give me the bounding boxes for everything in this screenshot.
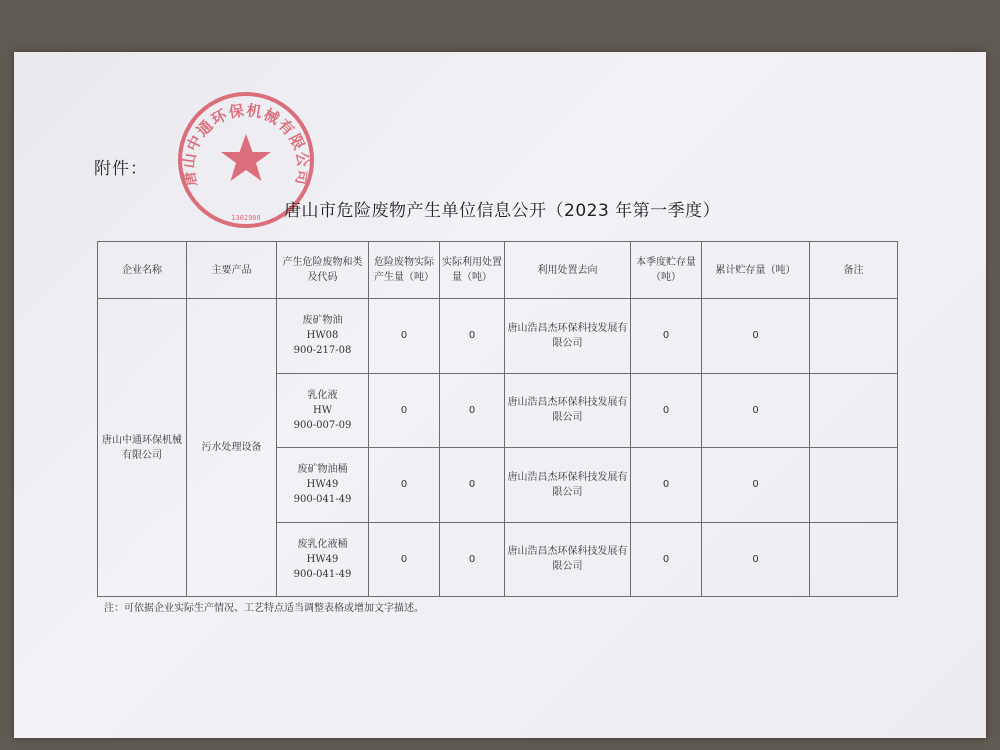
waste-type-cell: [277, 373, 369, 448]
generated-cell: 0: [369, 299, 440, 374]
header-waste-type: 产生危险废物和类及代码: [277, 242, 369, 299]
quarter-storage-cell: 0: [631, 299, 702, 374]
destination-cell: 唐山浩昌杰环保科技发展有限公司: [505, 299, 631, 374]
header-quarter-storage: 本季度贮存量（吨）: [631, 242, 702, 299]
table-header-row: [98, 242, 898, 299]
cumulative-storage-cell: 0: [702, 448, 810, 523]
remarks-cell: [810, 373, 898, 448]
utilized-cell: 0: [440, 448, 505, 523]
seal-text: 唐山中通环保机械有限公司: [179, 101, 313, 188]
remarks-cell: [810, 448, 898, 523]
seal-star: [221, 134, 271, 181]
waste-type-cell: [277, 522, 369, 597]
destination-cell: 唐山浩昌杰环保科技发展有限公司: [505, 448, 631, 523]
waste-name: 乳化液: [307, 389, 338, 401]
cumulative-storage-cell: 0: [702, 373, 810, 448]
remarks-cell: [810, 522, 898, 597]
waste-category: HW49: [306, 553, 339, 565]
header-company: 企业名称: [98, 242, 187, 299]
waste-name: 废矿物油桶: [297, 464, 348, 476]
seal-number: 1302980: [231, 214, 261, 222]
header-cumulative-storage: 累计贮存量（吨）: [702, 242, 810, 299]
waste-code: 900-041-49: [293, 494, 352, 506]
table-row: [98, 299, 898, 374]
header-remarks: 备注: [810, 242, 898, 299]
cumulative-storage-cell: 0: [702, 299, 810, 374]
waste-name: 废乳化液桶: [297, 538, 348, 550]
waste-name: 废矿物油: [302, 315, 343, 327]
page-title: 唐山市危险废物产生单位信息公开（2023 年第一季度）: [284, 201, 721, 221]
waste-code: 900-007-09: [293, 419, 352, 431]
quarter-storage-cell: 0: [631, 522, 702, 597]
utilized-cell: 0: [440, 522, 505, 597]
utilized-cell: 0: [440, 373, 505, 448]
attachment-label: 附件：: [94, 159, 148, 179]
header-product: 主要产品: [187, 242, 277, 299]
destination-cell: 唐山浩昌杰环保科技发展有限公司: [505, 522, 631, 597]
waste-category: HW08: [306, 330, 339, 342]
waste-category: HW49: [306, 479, 339, 491]
waste-code: 900-217-08: [293, 345, 352, 357]
remarks-cell: [810, 299, 898, 374]
quarter-storage-cell: 0: [631, 448, 702, 523]
cumulative-storage-cell: 0: [702, 522, 810, 597]
utilized-cell: 0: [440, 299, 505, 374]
generated-cell: 0: [369, 522, 440, 597]
waste-type-cell: [277, 299, 369, 374]
waste-code: 900-041-49: [293, 568, 352, 580]
generated-cell: 0: [369, 373, 440, 448]
company-name-cell: 唐山中通环保机械有限公司: [98, 299, 187, 597]
header-utilized: 实际利用处置量（吨）: [440, 242, 505, 299]
footnote: 注：可依据企业实际生产情况、工艺特点适当调整表格或增加文字描述。: [104, 603, 424, 614]
generated-cell: 0: [369, 448, 440, 523]
product-cell: 污水处理设备: [187, 299, 277, 597]
header-destination: 利用处置去向: [505, 242, 631, 299]
waste-category: HW: [313, 404, 332, 416]
header-generated: 危险废物实际产生量（吨）: [369, 242, 440, 299]
destination-cell: 唐山浩昌杰环保科技发展有限公司: [505, 373, 631, 448]
waste-type-cell: [277, 448, 369, 523]
quarter-storage-cell: 0: [631, 373, 702, 448]
hazardous-waste-table: [97, 241, 898, 597]
